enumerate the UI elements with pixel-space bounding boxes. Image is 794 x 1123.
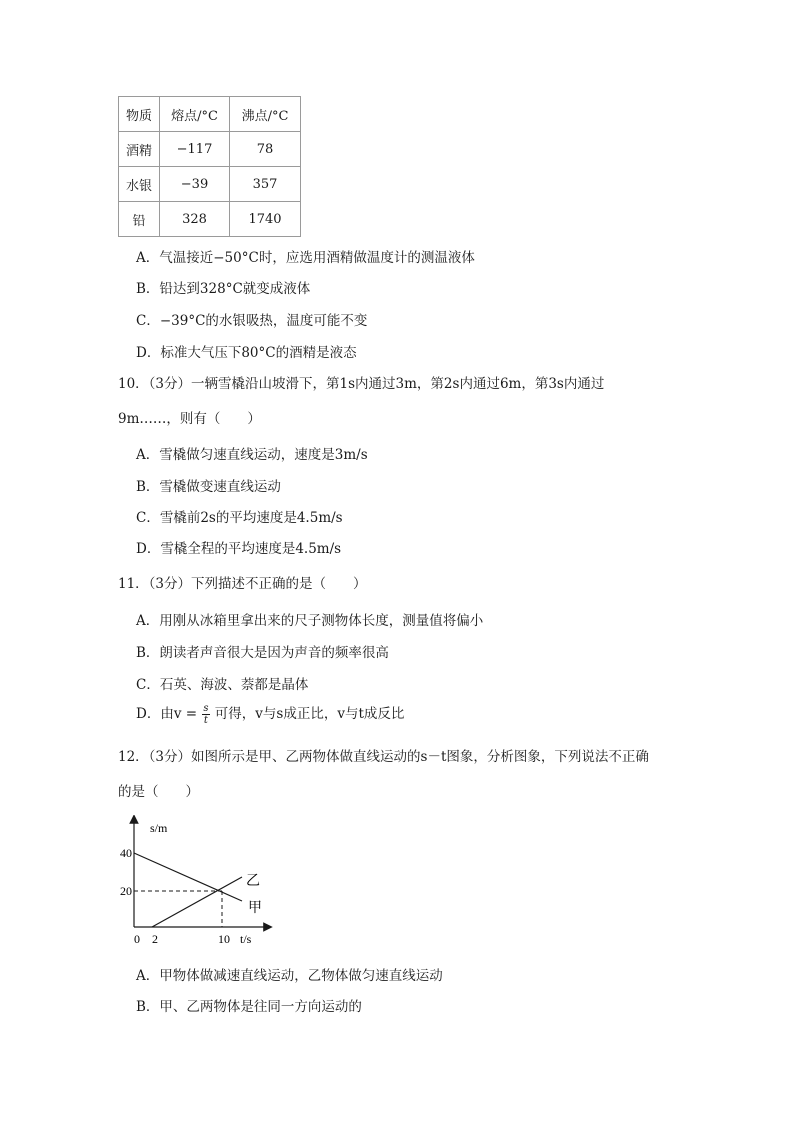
table-header-cell: 物质 <box>119 97 160 132</box>
q11-option-d-prefix: D．由v = <box>136 706 198 722</box>
table-cell: −117 <box>160 132 230 167</box>
series-line-yi <box>152 877 242 927</box>
series-line-jia <box>134 853 242 901</box>
q11-option-a: A．用刚从冰箱里拿出来的尺子测物体长度，测量值将偏小 <box>136 613 484 629</box>
y-tick-label: 40 <box>120 846 132 860</box>
q12-stem-line2: 的是（ ） <box>118 784 199 800</box>
table-row <box>119 167 301 202</box>
series-label-yi: 乙 <box>246 874 260 889</box>
table-cell: 357 <box>230 167 301 202</box>
q10-option-d: D．雪橇全程的平均速度是4.5m/s <box>136 541 342 557</box>
x-tick-label: 10 <box>218 932 230 946</box>
q11-option-b: B．朗读者声音很大是因为声音的频率很高 <box>136 645 389 661</box>
q12-option-a: A．甲物体做减速直线运动，乙物体做匀速直线运动 <box>136 968 443 984</box>
q10-option-b: B．雪橇做变速直线运动 <box>136 479 281 495</box>
table-header-row <box>119 97 301 132</box>
table-cell: 78 <box>230 132 301 167</box>
y-axis-label: s/m <box>150 821 168 835</box>
q10-stem-line2: 9m……，则有（ ） <box>118 411 261 427</box>
q11-option-c: C．石英、海波、萘都是晶体 <box>136 677 309 693</box>
fraction-s-over-t <box>202 703 209 726</box>
q12-stem-line1: 12．（3分）如图所示是甲、乙两物体做直线运动的s－t图象，分析图象，下列说法不正确 <box>118 749 649 765</box>
table-row <box>119 202 301 237</box>
origin-label: 0 <box>134 932 140 946</box>
table-cell: 水银 <box>119 167 160 202</box>
fraction-denominator: t <box>203 715 208 726</box>
table-header-cell: 沸点/°C <box>230 97 301 132</box>
q9-option-b: B．铅达到328°C就变成液体 <box>136 281 311 297</box>
y-tick-label: 20 <box>120 884 132 898</box>
property-table <box>118 96 301 237</box>
table-cell: −39 <box>160 167 230 202</box>
table-cell: 1740 <box>230 202 301 237</box>
q11-option-d-suffix: 可得，v与s成正比，v与t成反比 <box>214 706 405 722</box>
q11-option-d <box>136 702 404 726</box>
q9-option-d: D．标准大气压下80°C的酒精是液态 <box>136 345 357 361</box>
q10-stem-line1: 10．（3分）一辆雪橇沿山坡滑下，第1s内通过3m，第2s内通过6m，第3s内通过 <box>118 376 605 392</box>
q10-option-c: C．雪橇前2s的平均速度是4.5m/s <box>136 510 343 526</box>
series-label-jia: 甲 <box>248 901 262 916</box>
q9-option-c: C．−39°C的水银吸热，温度可能不变 <box>136 313 368 329</box>
x-tick-label: 2 <box>152 932 158 946</box>
table-header-cell: 熔点/°C <box>160 97 230 132</box>
table-cell: 铅 <box>119 202 160 237</box>
st-graph <box>118 815 278 950</box>
q12-option-b: B．甲、乙两物体是往同一方向运动的 <box>136 999 362 1015</box>
q9-option-a: A．气温接近−50°C时，应选用酒精做温度计的测温液体 <box>136 250 475 266</box>
q10-option-a: A．雪橇做匀速直线运动，速度是3m/s <box>136 447 368 463</box>
fraction-numerator: s <box>203 703 209 714</box>
table-row <box>119 132 301 167</box>
table-cell: 酒精 <box>119 132 160 167</box>
x-axis-label: t/s <box>240 932 252 946</box>
table-cell: 328 <box>160 202 230 237</box>
q11-stem: 11．（3分）下列描述不正确的是（ ） <box>118 576 367 592</box>
